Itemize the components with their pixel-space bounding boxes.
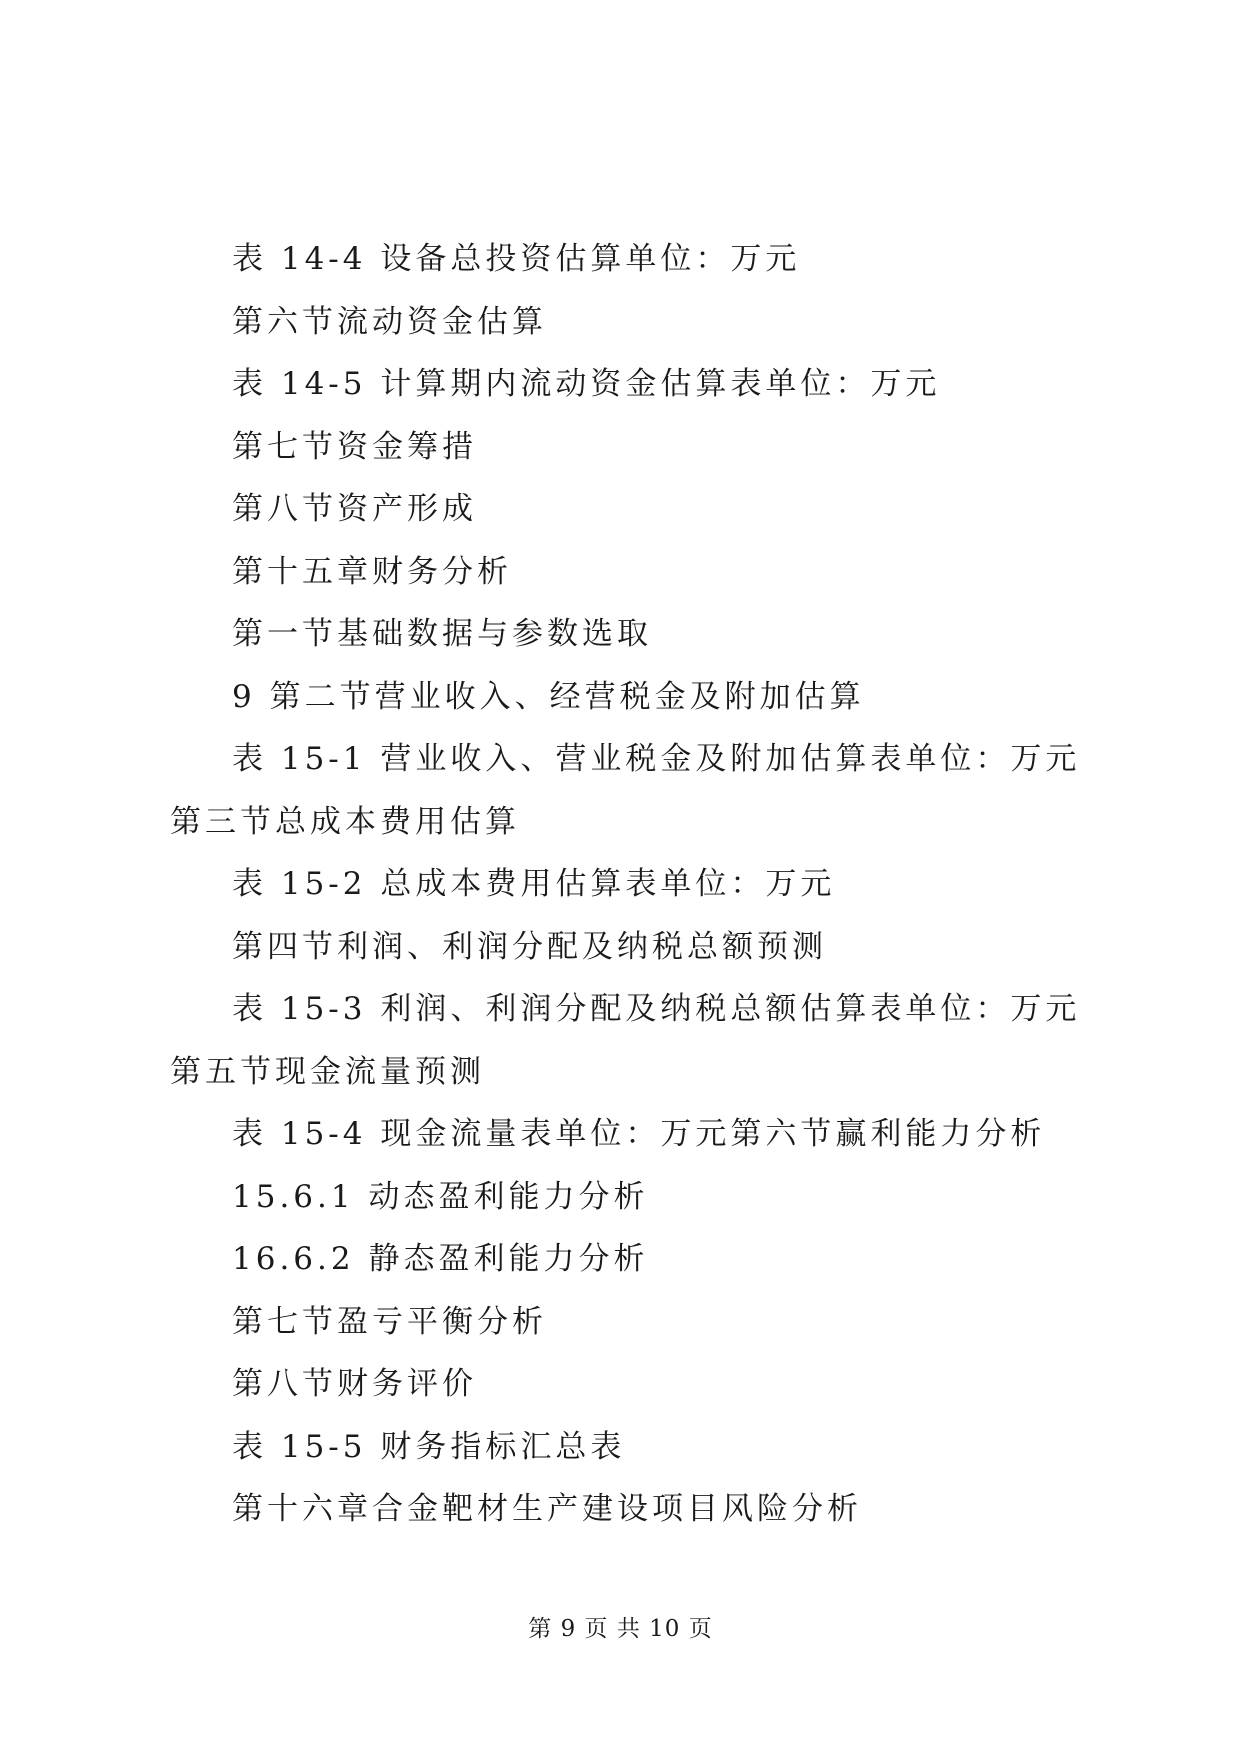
paragraph-line: 第七节资金筹措 [232,428,477,465]
paragraph-line: 9 第二节营业收入、经营税金及附加估算 [232,678,865,715]
chapter-heading: 第十五章财务分析 [232,553,512,590]
paragraph-line: 表 15-5 财务指标汇总表 [232,1428,626,1465]
paragraph-line: 第四节利润、利润分配及纳税总额预测 [232,928,827,965]
paragraph-line: 表 14-5 计算期内流动资金估算表单位：万元 [232,366,941,402]
paragraph-line: 第一节基础数据与参数选取 [232,616,652,652]
paragraph-line: 表 14-4 设备总投资估算单位：万元 [232,241,801,277]
paragraph-line: 16.6.2 静态盈利能力分析 [232,1241,649,1277]
page-number-footer: 第 9 页 共 10 页 [528,1616,713,1642]
paragraph-line: 15.6.1 动态盈利能力分析 [232,1178,649,1215]
paragraph-line: 第六节流动资金估算 [232,303,547,340]
document-body [170,228,1090,1541]
paragraph-line: 第八节资产形成 [232,491,477,527]
paragraph-line: 表 15-2 总成本费用估算表单位：万元 [232,866,836,902]
paragraph-line: 表 15-3 利润、利润分配及纳税总额估算表单位：万元第五节现金流量预测 [170,991,1081,1090]
paragraph-line: 第八节财务评价 [232,1366,477,1402]
paragraph-line: 第七节盈亏平衡分析 [232,1303,547,1340]
paragraph-line: 表 15-4 现金流量表单位：万元第六节赢利能力分析 [232,1116,1046,1152]
chapter-heading: 第十六章合金靶材生产建设项目风险分析 [232,1491,862,1527]
paragraph-line: 表 15-1 营业收入、营业税金及附加估算表单位：万元第三节总成本费用估算 [170,741,1081,840]
